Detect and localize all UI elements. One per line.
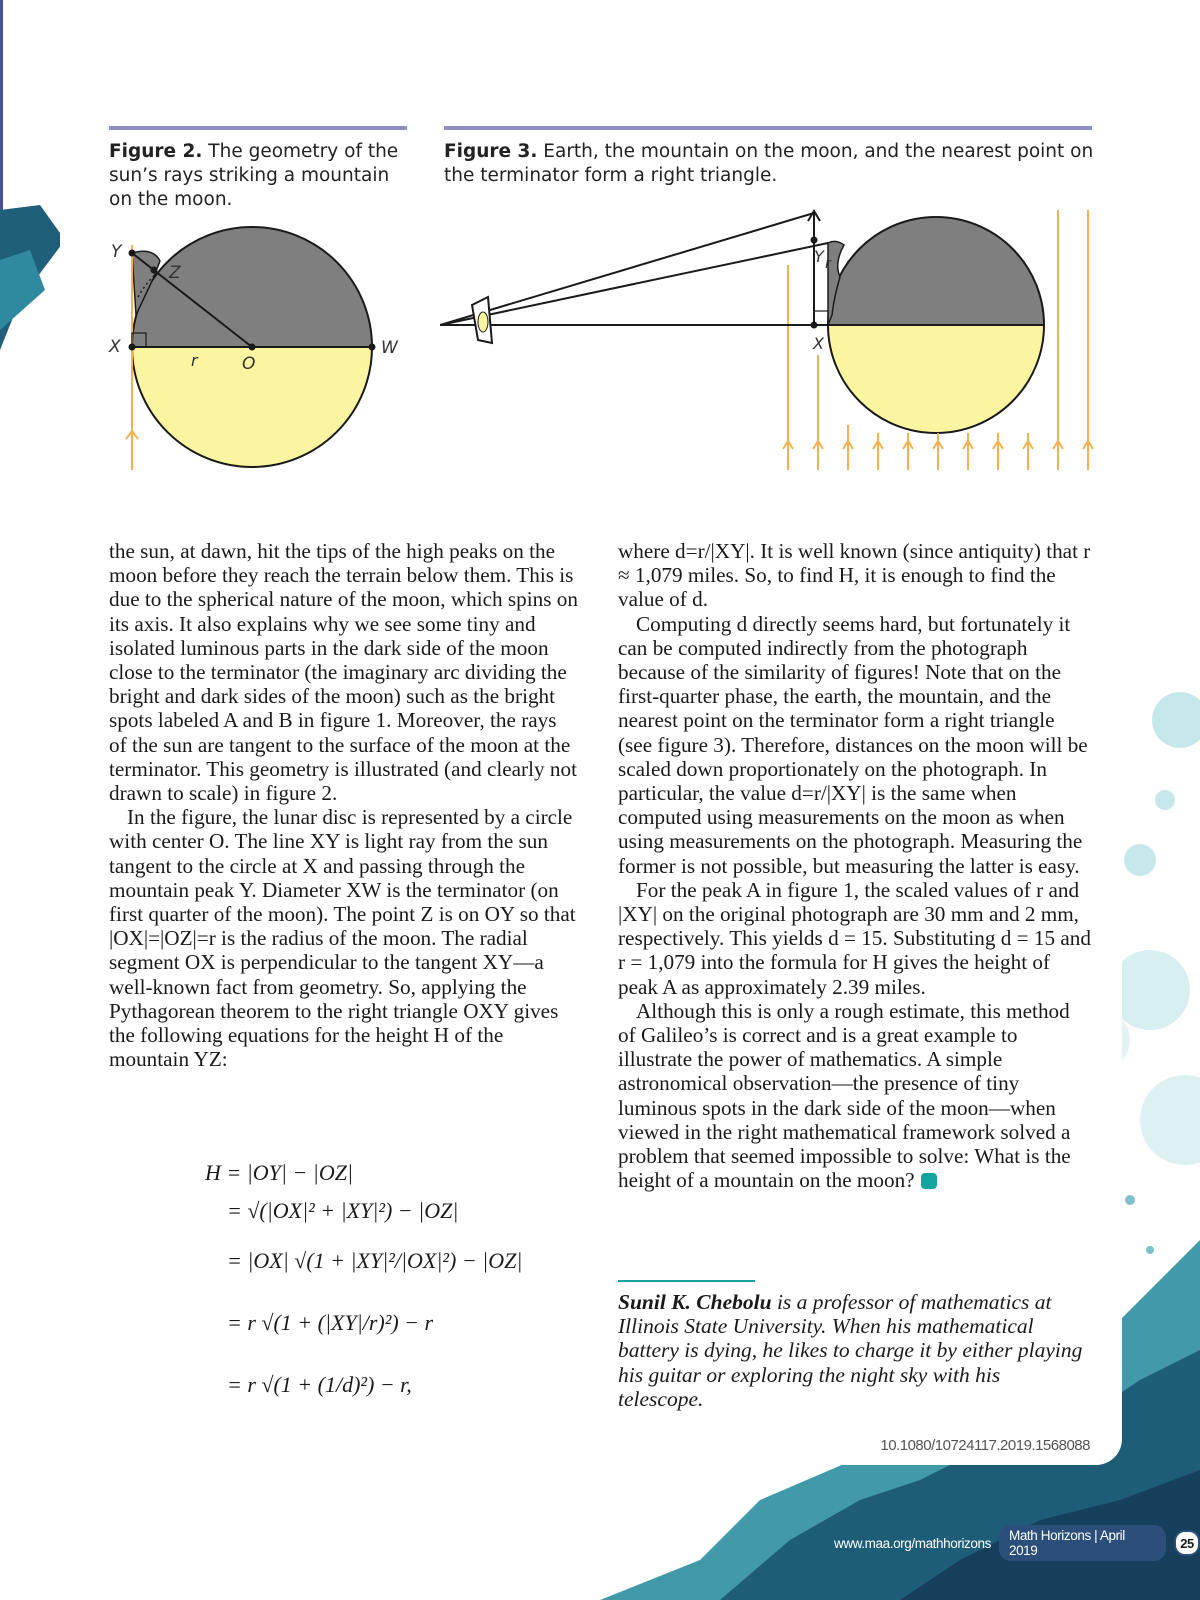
figure3-diagram — [440, 205, 1100, 485]
figure3-label-y: Y — [814, 247, 824, 266]
right-paragraph-1: where d=r/|XY|. It is well known (since antiquity) that r ≈ 1,079 miles. So, to find H, it is enough to find the value of d. — [618, 539, 1091, 612]
end-mark-icon — [921, 1173, 937, 1189]
right-paragraph-4: Although this is only a rough estimate, this method of Galileo’s is correct and is a great example to illustrate the power of mathematics. A simple astronomical observation—the presence of tiny luminous spots in the dark side of the moon—when viewed in the right mathematical framework solved a problem that seemed impossible to solve: What is the height of a mountain on the moon? — [618, 998, 1071, 1193]
left-column — [109, 539, 579, 1071]
figure3-lit-half — [828, 325, 1044, 433]
figure3-ray-peak — [440, 243, 828, 325]
figure3-label-x: X — [813, 334, 824, 353]
footer-journal: Math Horizons | April 2019 — [999, 1525, 1166, 1561]
figure3-rule — [444, 126, 1092, 130]
right-column — [618, 539, 1092, 1192]
figure3-label: Figure 3. — [444, 141, 538, 162]
figure2-caption-text: The geometry of the sun’s rays striking a mountain on the moon. — [109, 141, 399, 210]
bio-divider — [618, 1280, 755, 1282]
figure2-dark-half — [132, 227, 372, 347]
figure2-diagram — [105, 225, 415, 485]
equation-line-3: = |OX| √(1 + |XY|²/|OX|²) − |OZ| — [227, 1248, 523, 1273]
figure2-label-o: O — [242, 354, 256, 374]
figure2-label-r: r — [191, 351, 198, 370]
author-bio — [618, 1290, 1088, 1411]
figure2-label-x: X — [109, 337, 121, 357]
equation-line-1: H = |OY| − |OZ| — [205, 1160, 354, 1185]
figure3-caption-text: Earth, the mountain on the moon, and the nearest point on the terminator form a right triangle. — [444, 141, 1094, 186]
figure3-label-r: r — [825, 256, 831, 272]
page-number: 25 — [1174, 1530, 1200, 1556]
equation-block — [205, 1160, 565, 1430]
figure2-rule — [109, 126, 407, 130]
left-paragraph-1: the sun, at dawn, hit the tips of the high peaks on the moon before they reach the terrain below them. This is due to the spherical nature of the moon, which spins on its axis. It also explains why we see some tiny and isolated luminous parts in the dark side of the moon close to the terminator (the imaginary arc dividing the bright and dark sides of the moon) such as the bright spots labeled A and B in figure 1. Moreover, the rays of the sun are tangent to the surface of the moon at the terminator. This geometry is illustrated (and clearly not drawn to scale) in figure 2. — [109, 539, 578, 806]
figure2-caption — [109, 140, 409, 212]
equation-line-5: = r √(1 + (1/d)²) − r, — [227, 1372, 412, 1397]
right-paragraph-2: Computing d directly seems hard, but fortunately it can be computed indirectly from the photograph because of the similarity of figures! Note that on the first-quarter phase, the earth, the mountain, and the nearest point on the terminator form a right triangle (see figure 3). Therefore, distances on the moon will be scaled down proportionately on the photograph. In particular, the value d=r/|XY| is the same when computed using measurements on the moon as when using measurements on the photograph. Measuring the former is not possible, but measuring the latter is easy. — [618, 611, 1088, 878]
equation-line-2: = √(|OX|² + |XY|²) − |OZ| — [227, 1198, 459, 1223]
figure3-dark-half — [828, 217, 1044, 325]
figure3-caption — [444, 140, 1094, 188]
author-bio-text: is a professor of mathematics at Illinois State University. When his mathematical battery is dying, he likes to charge it by either playing his guitar or exploring the night sky with his telescope. — [618, 1290, 1083, 1411]
figure2-label-y: Y — [111, 242, 122, 262]
right-paragraph-3: For the peak A in figure 1, the scaled values of r and |XY| on the original photograph are 30 mm and 2 mm, respectively. This yields d = 15. Substituting d = 15 and r = 1,079 into the formula for H gives the height of peak A as approximately 2.39 miles. — [618, 877, 1091, 999]
figure2-label-w: W — [381, 338, 398, 358]
left-paragraph-2: In the figure, the lunar disc is represented by a circle with center O. The line XY is light ray from the sun tangent to the circle at X and passing through the mountain peak Y. Diameter XW is the terminator (on first quarter of the moon). The point Z is on OY so that |OX|=|OZ|=r is the radius of the moon. The radial segment OX is perpendicular to the tangent XY—a well-known fact from geometry. So, applying the Pythagorean theorem to the right triangle OXY gives the following equations for the height H of the mountain YZ: — [109, 805, 576, 1072]
figure2-label: Figure 2. — [109, 141, 203, 162]
doi-text: 10.1080/10724117.2019.1568088 — [880, 1437, 1090, 1454]
page-footer — [834, 1528, 1200, 1558]
figure3-ray-top — [440, 213, 814, 325]
equation-line-4: = r √(1 + (|XY|/r)²) − r — [227, 1310, 434, 1335]
author-name: Sunil K. Chebolu — [618, 1290, 772, 1314]
figure2-label-z: Z — [169, 263, 181, 283]
footer-url-link[interactable]: www.maa.org/mathhorizons — [834, 1535, 991, 1551]
